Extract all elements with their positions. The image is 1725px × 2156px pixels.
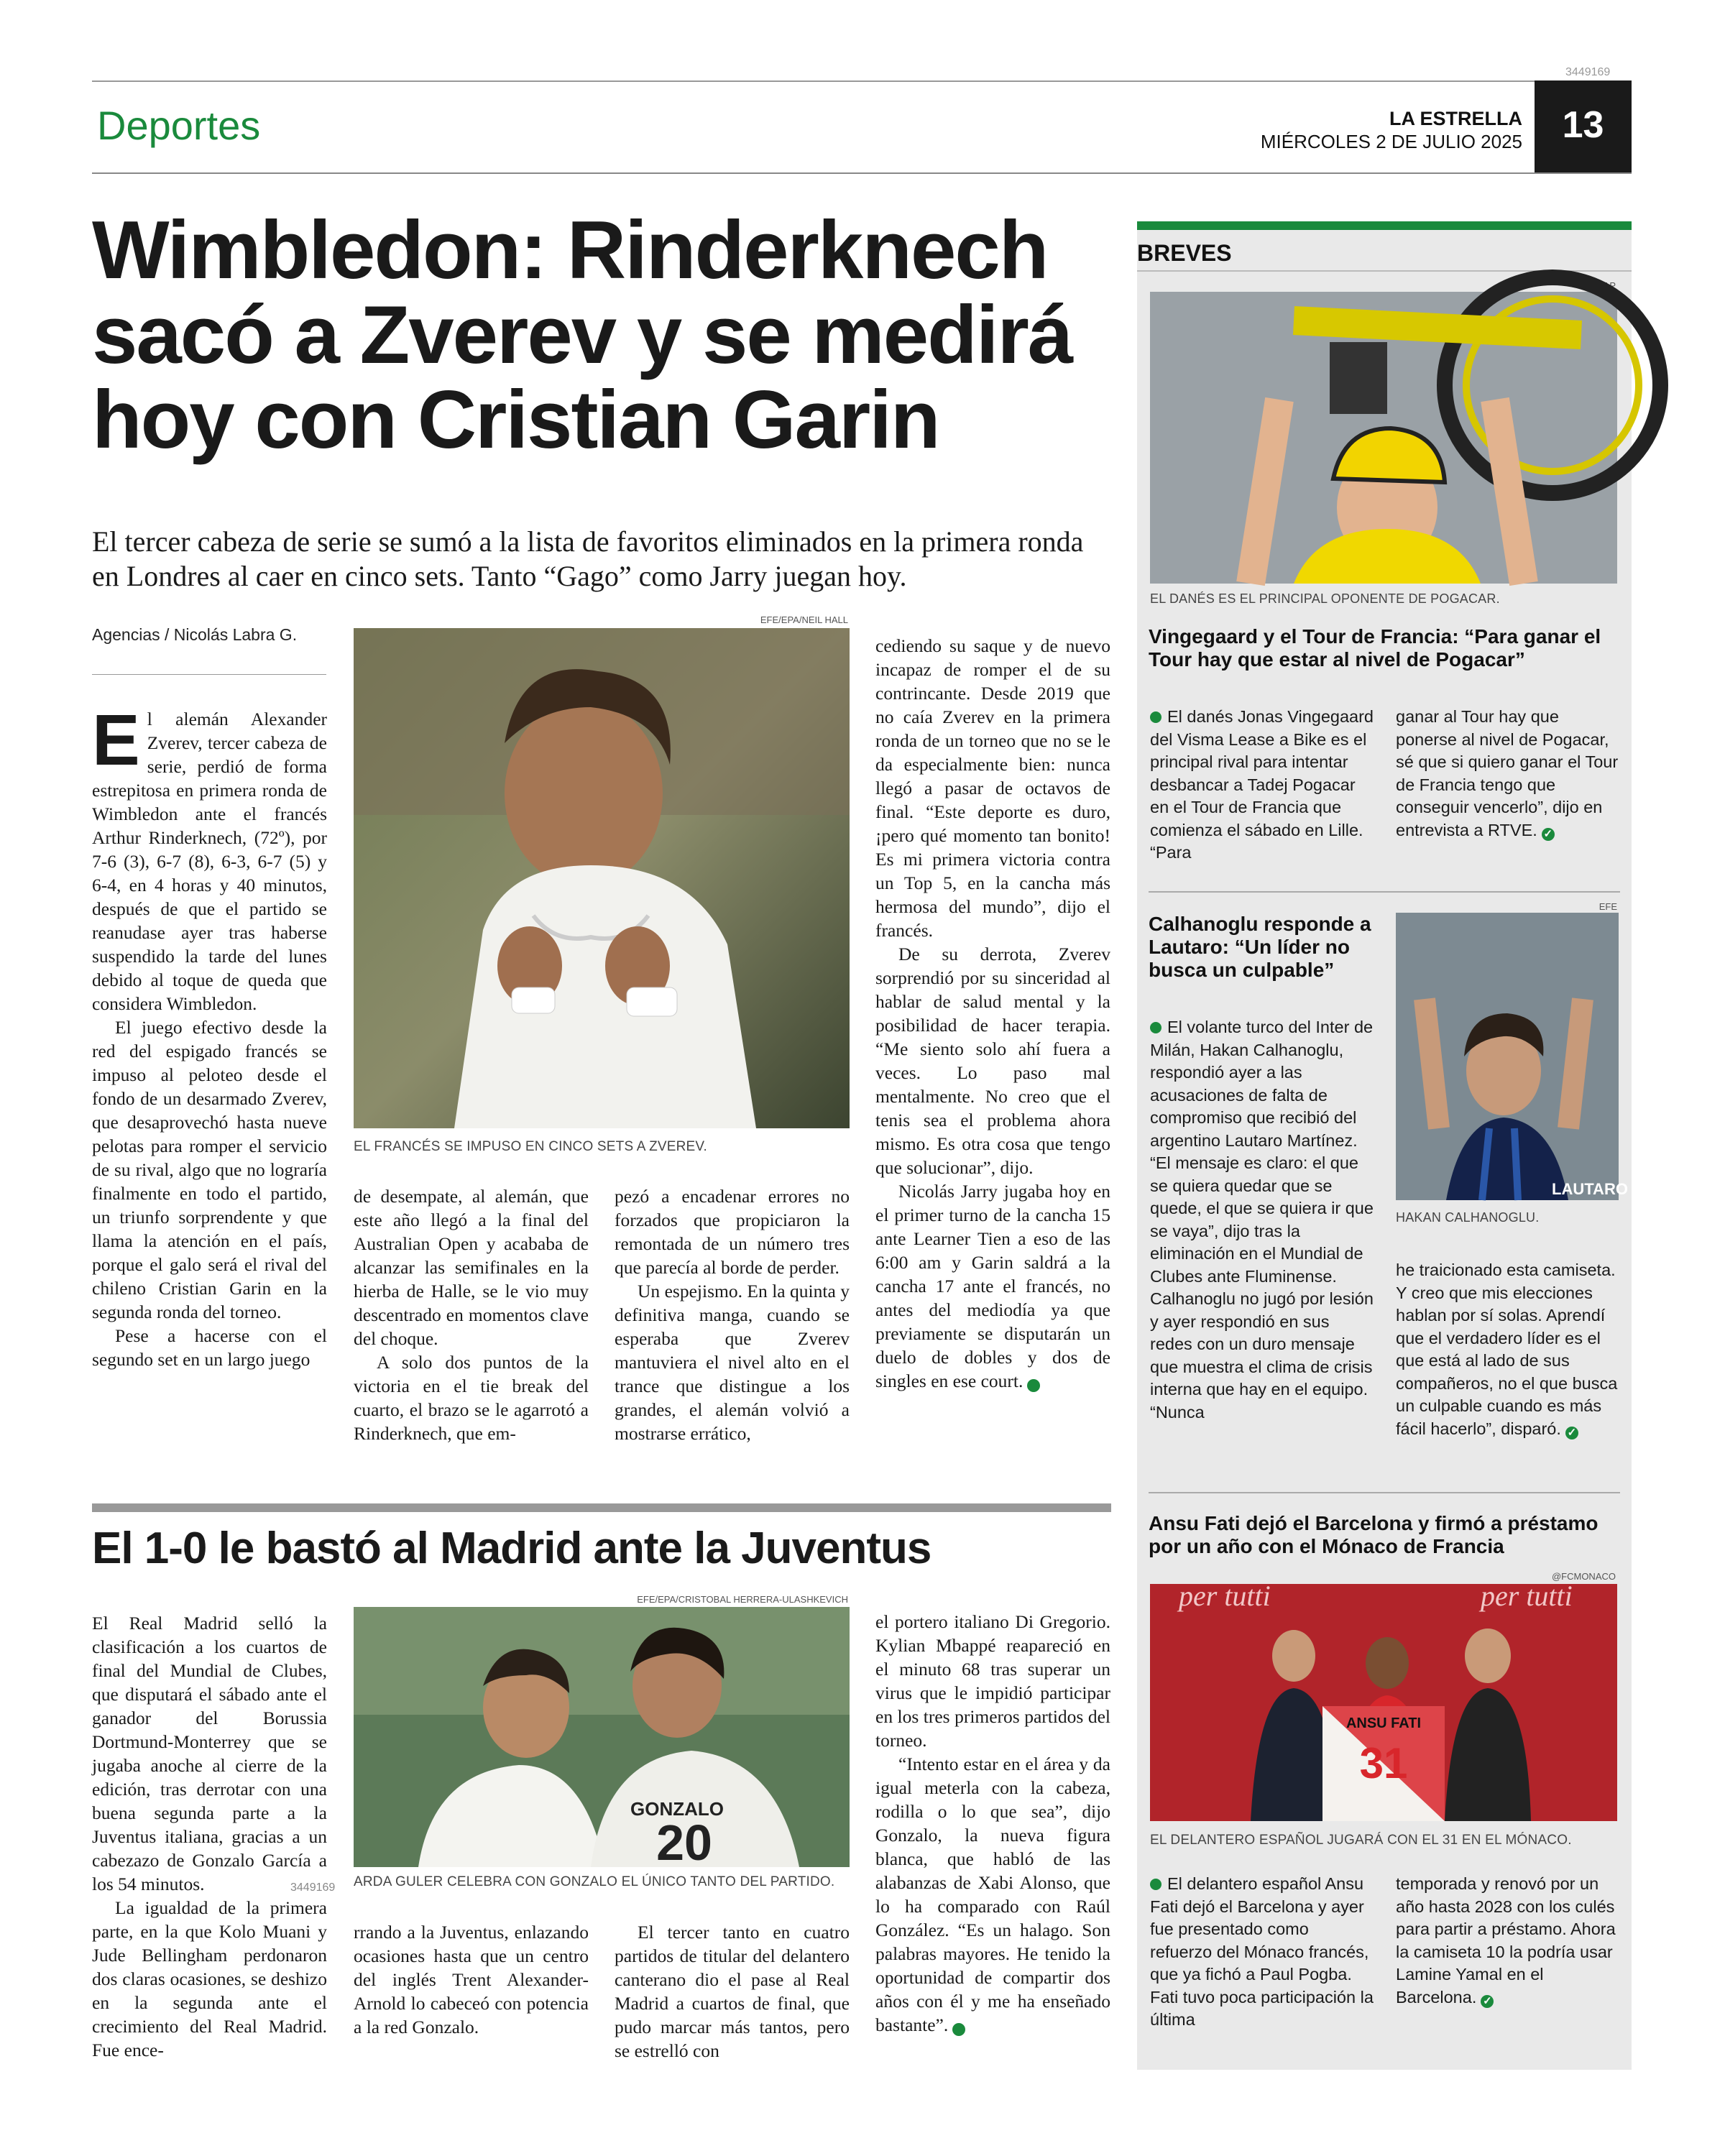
- end-mark-icon: ✓: [1027, 1379, 1040, 1392]
- breve1-col1-text: El danés Jonas Vingegaard del Visma Lease a Bike es el principal rival para intentar desbancar a Tadej Pogacar en el Tour de Francia que comienza el sábado en Lille. “Para: [1150, 707, 1374, 862]
- header-rule: [92, 172, 1632, 174]
- breve2-headline: Calhanoglu responde a Lautaro: “Un líder no busca un culpable”: [1149, 913, 1371, 981]
- breves-top-bar: [1137, 221, 1632, 230]
- breve3-col-2: [1396, 1873, 1620, 2009]
- main-col-4: [875, 634, 1110, 1393]
- breve1-col2-text: ganar al Tour hay que ponerse al nivel de Pogacar, sé que si quiero ganar el Tour de Francia tengo que conseguir vencerlo”, dijo en entrevista a RTVE.: [1396, 707, 1619, 839]
- main-byline: Agencias / Nicolás Labra G.: [92, 625, 298, 644]
- second-col4-p2: “Intento estar en el área y da igual meterla con la cabeza, rodilla o lo que sea”, dijo Gonzalo, la nueva figura blanca, que habló de las alabanzas de Xabi Alonso, que lo ha comparado con Raúl González. “Es un halago. Son palabras mayores. He tenido la oportunidad de compartir dos años con él y me ha enseñado bastante”.: [875, 1754, 1110, 2035]
- main-col1-p2: El juego efectivo desde la red del espigado francés se impuso al peloteo desde el fondo de un desarmado Zverev, que desaprovechó hasta nueve pelotas para romper el servicio de su rival, algo que no lograría finalmente en todo el partido, un triunfo sorprendente y que llama la atención en el país, porque el galo será el rival del chileno Cristian Garin en la segunda ronda del torneo.: [92, 1017, 327, 1322]
- main-headline: Wimbledon: Rinderknech sacó a Zverev y se medirá hoy con Cristian Garin: [92, 205, 1072, 466]
- bullet-icon: [1150, 1022, 1162, 1033]
- main-col4-p2: De su derrota, Zverev sorprendió por su sinceridad al hablar de salud mental y la posibilidad de hacer terapia. “Me siento solo ahí fuera a veces. Lo paso mal mentalmente. No creo que el tenis sea el problema ahora mismo. Es otra cosa que tengo que solucionar”, dijo.: [875, 944, 1110, 1178]
- breve2-photo: [1396, 913, 1628, 1200]
- breve3-headline: Ansu Fati dejó el Barcelona y firmó a préstamo por un año con el Mónaco de Francia: [1149, 1512, 1598, 1557]
- second-col2-p1: rrando a la Juventus, enlazando ocasiones hasta que un centro del inglés Trent Alexander-Arnold lo cabeceó con potencia a la red Gonzalo.: [354, 1922, 589, 2037]
- byline-rule: [92, 674, 326, 675]
- corner-stamp: 3449169: [1565, 66, 1611, 78]
- bullet-icon: [1150, 711, 1162, 723]
- end-mark-icon: ✓: [1565, 1427, 1578, 1439]
- second-photo-caption: ARDA GULER CELEBRA CON GONZALO EL ÚNICO TANTO DEL PARTIDO.: [354, 1874, 835, 1889]
- svg-text:GONZALO: GONZALO: [630, 1798, 724, 1820]
- end-mark-icon: ✓: [952, 2023, 965, 2036]
- breve3-caption: EL DELANTERO ESPAÑOL JUGARÁ CON EL 31 EN EL MÓNACO.: [1150, 1833, 1572, 1848]
- svg-text:20: 20: [656, 1815, 712, 1871]
- inline-stamp: 3449169: [290, 1881, 336, 1894]
- second-col1-p1: El Real Madrid selló la clasificación a los cuartos de final del Mundial de Clubes, que disputará el sábado ante el ganador del Borussia Dortmund-Monterrey que se jugaba anoche al cierre de la edición, tras derrotar con una buena segunda parte a la Juventus italiana, gracias a un cabezazo de Gonzalo García a los 54 minutos.: [92, 1613, 327, 1894]
- main-col-1: [92, 700, 327, 1371]
- tennis-player-illustration: [354, 628, 850, 1128]
- end-mark-icon: ✓: [1481, 1995, 1494, 2008]
- main-col-2: [354, 1184, 589, 1445]
- end-mark-icon: ✓: [1542, 828, 1555, 841]
- section-divider: [92, 1503, 1111, 1512]
- breve3-col1-text: El delantero español Ansu Fati dejó el Barcelona y ayer fue presentado como refuerzo del Mónaco francés, que ya fichó a Paul Pogba. Fati tuvo poca participación la última: [1150, 1874, 1374, 2029]
- issue-date: MIÉRCOLES 2 DE JULIO 2025: [1260, 131, 1522, 152]
- breve3-col2-text: temporada y renovó por un año hasta 2028 con los culés para partir a préstamo. Ahora la camiseta 10 la podría usar Lamine Yamal en el Barcelona.: [1396, 1874, 1616, 2007]
- section-title: Deportes: [97, 103, 261, 148]
- paper-name: LA ESTRELLA: [1389, 108, 1522, 129]
- bullet-icon: [1150, 1879, 1162, 1890]
- breve2-col2-text: he traicionado esta camiseta. Y creo que mis elecciones hablan por sí solas. Aprendí que el verdadero líder es el que está al lado de sus compañeros, no el que busca un culpable cuando es más fácil hacerlo”, disparó.: [1396, 1261, 1618, 1438]
- main-col2-p1: de desempate, al alemán, que este año llegó a la final del Australian Open y acababa de alcanzar las semifinales en la hierba de Halle, se le vio muy descentrado en momentos clave del choque.: [354, 1186, 589, 1349]
- breves-title: BREVES: [1137, 240, 1232, 266]
- page-number: 13: [1562, 104, 1604, 146]
- main-deck: El tercer cabeza de serie se sumó a la lista de favoritos eliminados en la primera ronda en Londres al caer en cinco sets. Tanto “Gago” como Jarry juegan hoy.: [92, 525, 1084, 592]
- main-col3-p2: Un espejismo. En la quinta y definitiva manga, cuando se esperaba que Zverev mantuviera el nivel alto en el trance que distingue a los grandes, el alemán volvió a mostrarse errático,: [615, 1281, 850, 1444]
- second-col3-p1: El tercer tanto en cuatro partidos de titular del delantero canterano dio el pase al Real Madrid a cuartos de final, que pudo marcar más tantos, pero se estrelló con: [615, 1922, 850, 2061]
- top-rule: [92, 80, 1632, 82]
- breve2-caption: HAKAN CALHANOGLU.: [1396, 1210, 1540, 1225]
- breve1-photo: [1150, 292, 1617, 584]
- shirt-number: 31: [1359, 1739, 1408, 1787]
- breve2-col1-text: El volante turco del Inter de Milán, Hakan Calhanoglu, respondió ayer a las acusaciones de falta de compromiso que recibió del argentino Lautaro Martínez. “El mensaje es claro: el que se quiera quedar que se quede, el que se quiera ir que se vaya”, dijo tras la eliminación en el Mundial de Clubes ante Fluminense. Calhanoglu no jugó por lesión y ayer respondió en sus redes con un duro mensaje que muestra el clima de crisis interna que hay en el equipo. “Nunca: [1150, 1018, 1374, 1422]
- main-col4-p1: cediendo su saque y de nuevo incapaz de romper el de su contrincante. Desde 2019 que no caía Zverev en la primera ronda de un torneo que no se le da especialmente bien: nunca llegó a pasar de octavos de final. “Este deporte es duro, ¡pero qué momento tan bonito! Es mi primera victoria contra un Top 5, en la cancha más hermosa del mundo”, dijo el francés.: [875, 635, 1110, 941]
- second-col-3: [615, 1920, 850, 2063]
- main-col3-p1: pezó a encadenar errores no forzados que propiciaron la remontada de un número tres que parecía al borde de perder.: [615, 1186, 850, 1278]
- football-celebration-illustration: [354, 1607, 850, 1871]
- main-col1-p3: Pese a hacerse con el segundo set en un largo juego: [92, 1325, 327, 1370]
- breve3-photo: [1150, 1580, 1617, 1821]
- breve1-photo-credit: AP: [1603, 280, 1616, 291]
- shirt-name-text: LAUTARO: [1552, 1180, 1628, 1198]
- breve-rule-2: [1149, 1492, 1620, 1493]
- footballer-illustration: [1396, 913, 1628, 1200]
- second-photo: [354, 1607, 850, 1871]
- second-col-2: [354, 1920, 589, 2039]
- breve3-photo-credit: @FCMONACO: [1551, 1571, 1616, 1582]
- breve1-col-1: [1150, 706, 1374, 865]
- main-col-3: [615, 1184, 850, 1445]
- breve-rule-1: [1149, 891, 1620, 893]
- second-photo-credit: EFE/EPA/CRISTOBAL HERRERA-ULASHKEVICH: [637, 1594, 848, 1605]
- signing-presentation-illustration: [1150, 1580, 1617, 1821]
- second-col-4: [875, 1610, 1110, 2037]
- second-headline: El 1-0 le bastó al Madrid ante la Juventus: [92, 1524, 932, 1573]
- main-col1-p1: l alemán Alexander Zverev, tercer cabeza de serie, perdió de forma estrepitosa en primera ronda de Wimbledon ante el francés Arthur Rinderknech, (72º), por 7-6 (3), 6-7 (8), 6-3, 6-7 (5) y 6-4, en 4 horas y 40 minutos, después de que el partido se reanudase ayer tras haberse suspendido la tarde del lunes debido al toque de queda que considera Wimbledon.: [92, 709, 327, 1014]
- second-col4-p1: el portero italiano Di Gregorio. Kylian Mbappé reapareció en el minuto 68 tras superar un virus que le impidió participar en los tres primeros partidos del torneo.: [875, 1611, 1110, 1751]
- main-photo-credit: EFE/EPA/NEIL HALL: [760, 614, 848, 625]
- main-col2-p2: A solo dos puntos de la victoria en el tie break del cuarto, el brazo se le agarrotó a Rinderknech, que em-: [354, 1352, 589, 1444]
- main-col4-p3: Nicolás Jarry jugaba hoy en el primer turno de la cancha 15 ante Learner Tien a eso de las 6:00 am y Garin saldrá a la cancha 17 ante el francés, no antes del mediodía ya que previamente se disputarán un duelo de dobles y dos de singles en ese court.: [875, 1181, 1110, 1391]
- shirt-name: ANSU FATI: [1346, 1715, 1422, 1731]
- breve2-col-1: [1150, 1016, 1374, 1424]
- breve1-col-2: [1396, 706, 1620, 842]
- main-photo: [354, 628, 850, 1128]
- banner-text-left: per tutti: [1179, 1580, 1271, 1612]
- main-photo-caption: EL FRANCÉS SE IMPUSO EN CINCO SETS A ZVEREV.: [354, 1139, 708, 1154]
- second-col-1: [92, 1611, 327, 2062]
- breve1-headline: Vingegaard y el Tour de Francia: “Para ganar el Tour hay que estar al nivel de Pogacar”: [1149, 625, 1601, 671]
- cyclist-illustration: [1150, 292, 1617, 584]
- breve1-caption: EL DANÉS ES EL PRINCIPAL OPONENTE DE POGACAR.: [1150, 591, 1500, 606]
- breve2-photo-credit: EFE: [1598, 901, 1617, 912]
- breve3-col-1: [1150, 1873, 1374, 2032]
- banner-text-right: per tutti: [1481, 1580, 1573, 1612]
- breve2-col-2: [1396, 1259, 1620, 1440]
- second-col1-p2: La igualdad de la primera parte, en la que Kolo Muani y Jude Bellingham perdonaron dos claras ocasiones, se deshizo en la segunda ante el crecimiento del Real Madrid. Fue ence-: [92, 1897, 327, 2060]
- drop-cap: E: [92, 700, 140, 780]
